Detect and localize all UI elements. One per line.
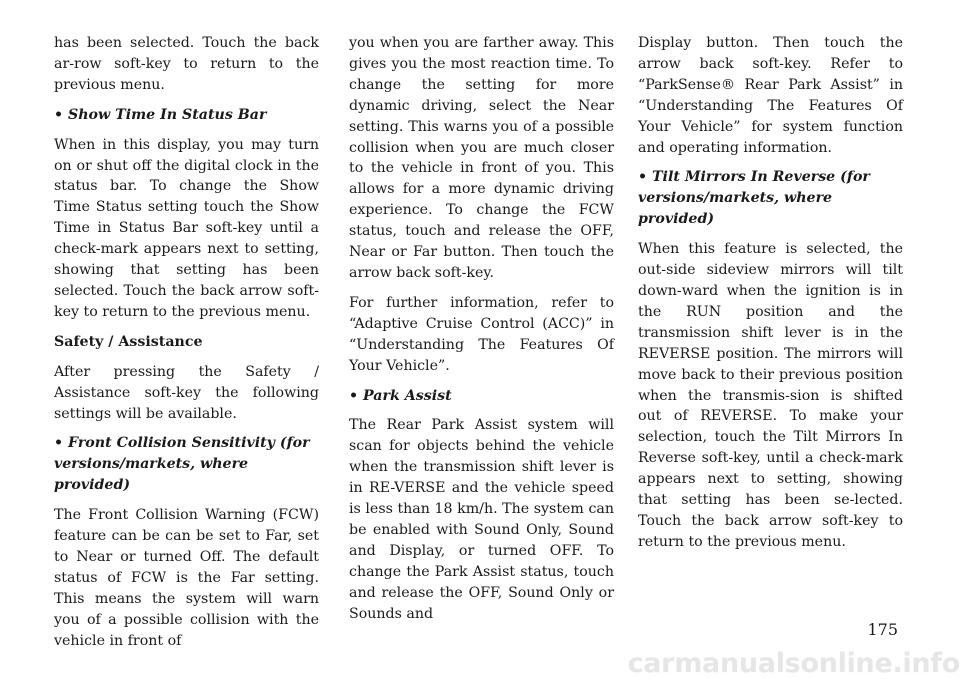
bullet-icon: • <box>54 435 64 452</box>
bullet-text: Front Collision Sensitivity (for versions/markets, where provided) <box>54 435 310 494</box>
text-column-2 <box>349 33 614 633</box>
watermark: carmanualsonline.info <box>627 648 960 679</box>
bullet-text: Park Assist <box>363 387 452 404</box>
body-paragraph: Display button. Then touch the arrow back soft-key. Refer to “ParkSense® Rear Park Assist” in “Understanding The Features Of Your Vehicle” for system function and operating information. <box>638 35 903 156</box>
bullet-icon: • <box>638 169 648 186</box>
bullet-icon: • <box>349 387 359 404</box>
body-paragraph: you when you are farther away. This gives you the most reaction time. To change the setting for more dynamic driving, select the Near setting. This warns you of a possible collision when you are much closer to the vehicle in front of you. This allows for a more dynamic driving experience. To change the FCW status, touch and release the OFF, Near or Far button. Then touch the arrow back soft-key. <box>349 35 614 281</box>
bullet-icon: • <box>54 106 64 123</box>
bullet-text: Show Time In Status Bar <box>68 106 267 123</box>
body-paragraph: has been selected. Touch the back ar-row soft-key to return to the previous menu. <box>54 35 319 93</box>
bullet-item <box>54 105 319 126</box>
bullet-item <box>54 433 319 496</box>
body-paragraph: When in this display, you may turn on or shut off the digital clock in the status bar. To change the Show Time Status setting touch the Show Time in Status Bar soft-key until a check-mark appears next to setting, showing that setting has been selected. Touch the back arrow soft-key to return to the previous menu. <box>54 136 319 320</box>
text-column-3 <box>638 33 903 562</box>
bullet-item <box>349 386 614 407</box>
body-paragraph: When this feature is selected, the out-side sideview mirrors will tilt down-ward when the ignition is in the RUN position and the transmission shift lever is in the REVERSE position. The mirrors will move back to their previous position when the transmis-sion is shifted out of REVERSE. To make your selection, touch the Tilt Mirrors In Reverse soft-key, until a check-mark appears next to setting, showing that setting has been se-lected. Touch the back arrow soft-key to return to the previous menu. <box>638 241 903 550</box>
section-heading: Safety / Assistance <box>54 333 203 350</box>
body-paragraph: The Front Collision Warning (FCW) feature can be can be set to Far, set to Near or turned Off. The default status of FCW is the Far setting. This means the system will warn you of a possible collision with the vehicle in front of <box>54 507 319 649</box>
bullet-text: Tilt Mirrors In Reverse (for versions/markets, where provided) <box>638 169 870 228</box>
body-paragraph: The Rear Park Assist system will scan for objects behind the vehicle when the transmission shift lever is in RE-VERSE and the vehicle speed is less than 18 km/h. The system can be enabled with Sound Only, Sound and Display, or turned OFF. To change the Park Assist status, touch and release the OFF, Sound Only or Sounds and <box>349 417 614 622</box>
bullet-item <box>638 167 903 230</box>
page-number: 175 <box>867 620 898 639</box>
text-column-1 <box>54 33 319 660</box>
body-paragraph: After pressing the Safety / Assistance soft-key the following settings will be available. <box>54 363 319 422</box>
body-paragraph: For further information, refer to “Adaptive Cruise Control (ACC)” in “Understanding The Features Of Your Vehicle”. <box>349 294 614 374</box>
